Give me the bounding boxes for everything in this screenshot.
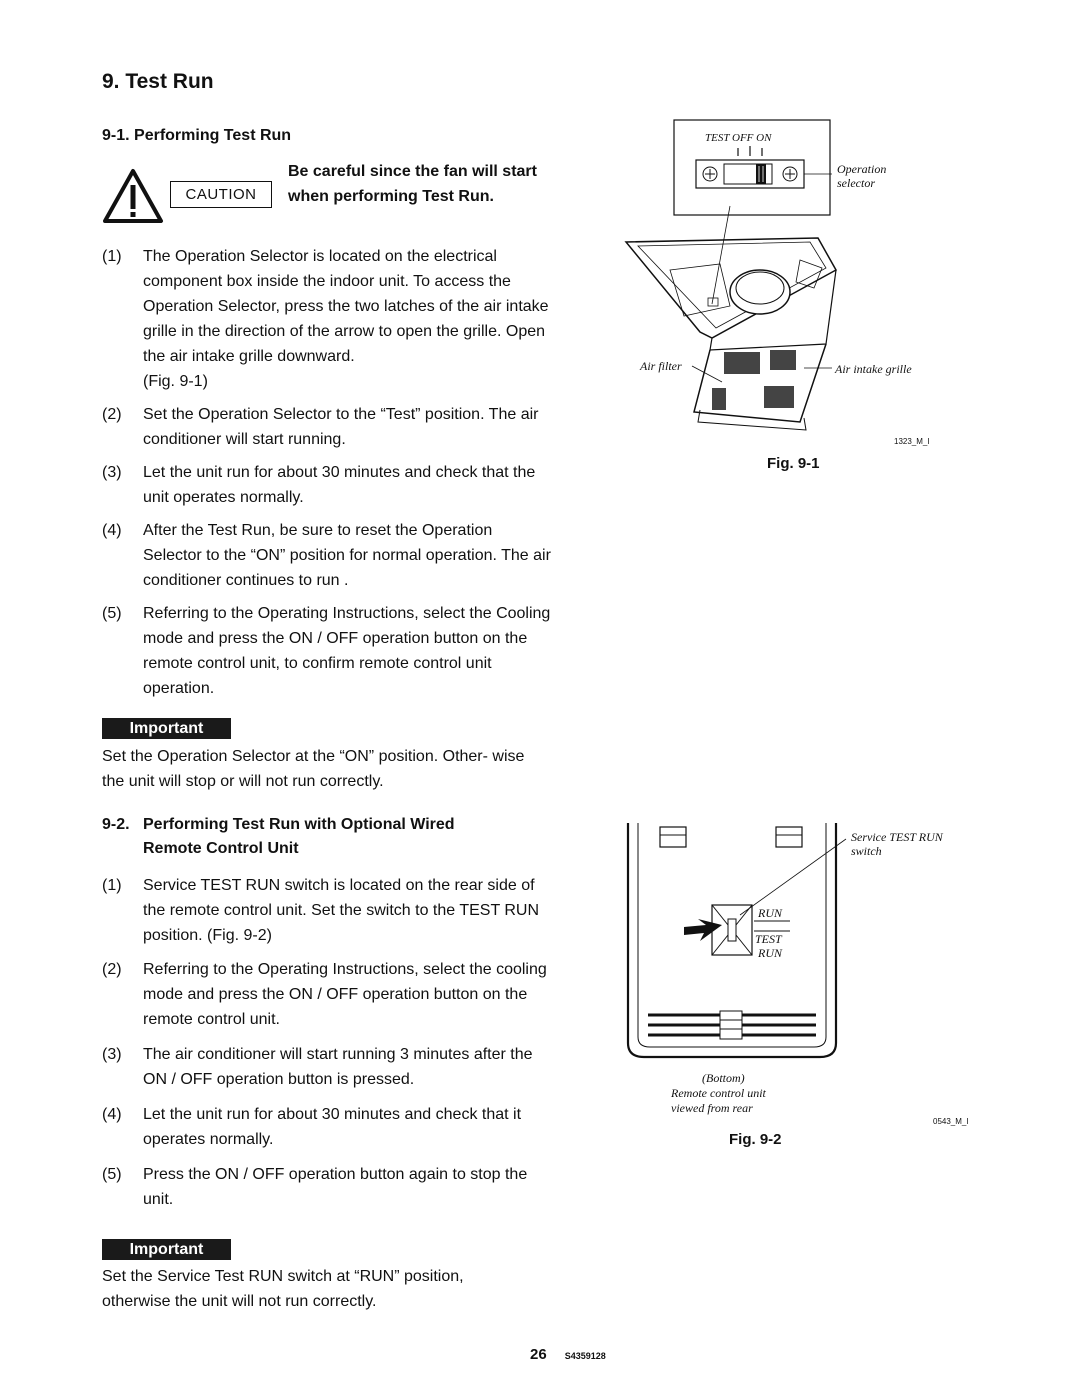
figure-code: 1323_M_I xyxy=(894,437,930,446)
figure-code: 0543_M_I xyxy=(933,1117,969,1126)
section-heading-text: Performing Test Run with Optional Wired Remote Control Unit xyxy=(143,816,455,857)
step-item xyxy=(102,1162,554,1212)
step-number: (5) xyxy=(102,1166,122,1183)
step-text: After the Test Run, be sure to reset the Operation Selector to the “ON” position for normal operation. The air conditioner continues to run . xyxy=(143,522,551,589)
figure-label: Fig. 9-2 xyxy=(729,1131,782,1148)
step-text: Referring to the Operating Instructions, select the Cooling mode and press the ON / OFF operation button on the remote control unit, to confirm remote control unit operation. xyxy=(143,605,551,697)
caption-viewed: viewed from rear xyxy=(671,1101,753,1115)
step-text: The Operation Selector is located on the electrical component box inside the indoor unit. To access the Operation Selector, press the two latches of the air intake grille in the direction of the arrow to open the grille. Open the air intake grille downward. xyxy=(143,248,549,365)
page-footer xyxy=(530,1346,606,1363)
step-number: (3) xyxy=(102,1046,122,1063)
caption-bottom: (Bottom) xyxy=(702,1071,745,1085)
step-number: (2) xyxy=(102,406,122,423)
remote-control-illustration xyxy=(600,815,1020,1075)
step-number: (3) xyxy=(102,464,122,481)
run-label: RUN xyxy=(758,906,782,920)
test-label: TEST xyxy=(755,932,782,946)
section1-steps xyxy=(102,244,554,709)
figure-label: Fig. 9-1 xyxy=(767,455,820,472)
step-item xyxy=(102,1042,554,1092)
step-number: (5) xyxy=(102,605,122,622)
operation-selector-label-2: selector xyxy=(837,176,875,190)
caption-remote: Remote control unit xyxy=(671,1086,766,1100)
section-heading-9-2 xyxy=(102,813,522,861)
step-number: (4) xyxy=(102,1106,122,1123)
air-filter-label: Air filter xyxy=(640,359,682,373)
step-number: (4) xyxy=(102,522,122,539)
section2-steps xyxy=(102,873,554,1220)
step-item xyxy=(102,244,554,394)
step-text: Let the unit run for about 30 minutes and check that the unit operates normally. xyxy=(143,464,536,506)
section-heading-9-1: 9-1. Performing Test Run xyxy=(102,127,292,144)
section-number: 9-2. xyxy=(102,816,130,833)
document-code: S4359128 xyxy=(564,1351,606,1361)
step-item xyxy=(102,518,554,593)
step-text: Service TEST RUN switch is located on the rear side of the remote control unit. Set the switch to the TEST RUN position. (Fig. 9-2) xyxy=(143,877,540,944)
step-item xyxy=(102,957,554,1032)
figure-9-2 xyxy=(600,815,1020,1155)
service-switch-label: Service TEST RUN xyxy=(851,830,943,844)
important-note: Set the Service Test RUN switch at “RUN” position, otherwise the unit will not run correctly. xyxy=(102,1268,464,1310)
caution-label: CAUTION xyxy=(170,181,272,208)
step-number: (2) xyxy=(102,961,122,978)
step-text: Let the unit run for about 30 minutes and check that it operates normally. xyxy=(143,1106,522,1148)
fig-reference: (Fig. 9-1) xyxy=(143,373,208,390)
step-text: Referring to the Operating Instructions, select the cooling mode and press the ON / OFF operation button on the remote control unit. xyxy=(143,961,547,1028)
important-note: Set the Operation Selector at the “ON” position. Other- wise the unit will stop or will not run correctly. xyxy=(102,748,525,790)
important-badge: Important xyxy=(102,718,231,739)
step-item xyxy=(102,402,554,452)
step-text: Set the Operation Selector to the “Test” position. The air conditioner will start running. xyxy=(143,406,539,448)
figure-9-1 xyxy=(600,110,1020,480)
step-item xyxy=(102,601,554,701)
indoor-unit-illustration xyxy=(600,110,1020,480)
test-run-label: RUN xyxy=(758,946,782,960)
step-item xyxy=(102,873,554,948)
step-number: (1) xyxy=(102,877,122,894)
step-number: (1) xyxy=(102,248,122,265)
step-item xyxy=(102,460,554,510)
caution-text: Be careful since the fan will start when performing Test Run. xyxy=(288,163,537,205)
important-badge: Important xyxy=(102,1239,231,1260)
step-item xyxy=(102,1102,554,1152)
step-text: The air conditioner will start running 3 minutes after the ON / OFF operation button is pressed. xyxy=(143,1046,533,1088)
air-intake-grille-label: Air intake grille xyxy=(835,362,912,376)
operation-selector-label: Operation xyxy=(837,162,887,176)
warning-triangle-icon xyxy=(102,168,164,224)
step-text: Press the ON / OFF operation button again to stop the unit. xyxy=(143,1166,528,1208)
switch-label: TEST OFF ON xyxy=(705,132,772,144)
page-title: 9. Test Run xyxy=(102,70,214,93)
page-number: 26 xyxy=(530,1346,547,1363)
service-switch-label-2: switch xyxy=(851,844,882,858)
